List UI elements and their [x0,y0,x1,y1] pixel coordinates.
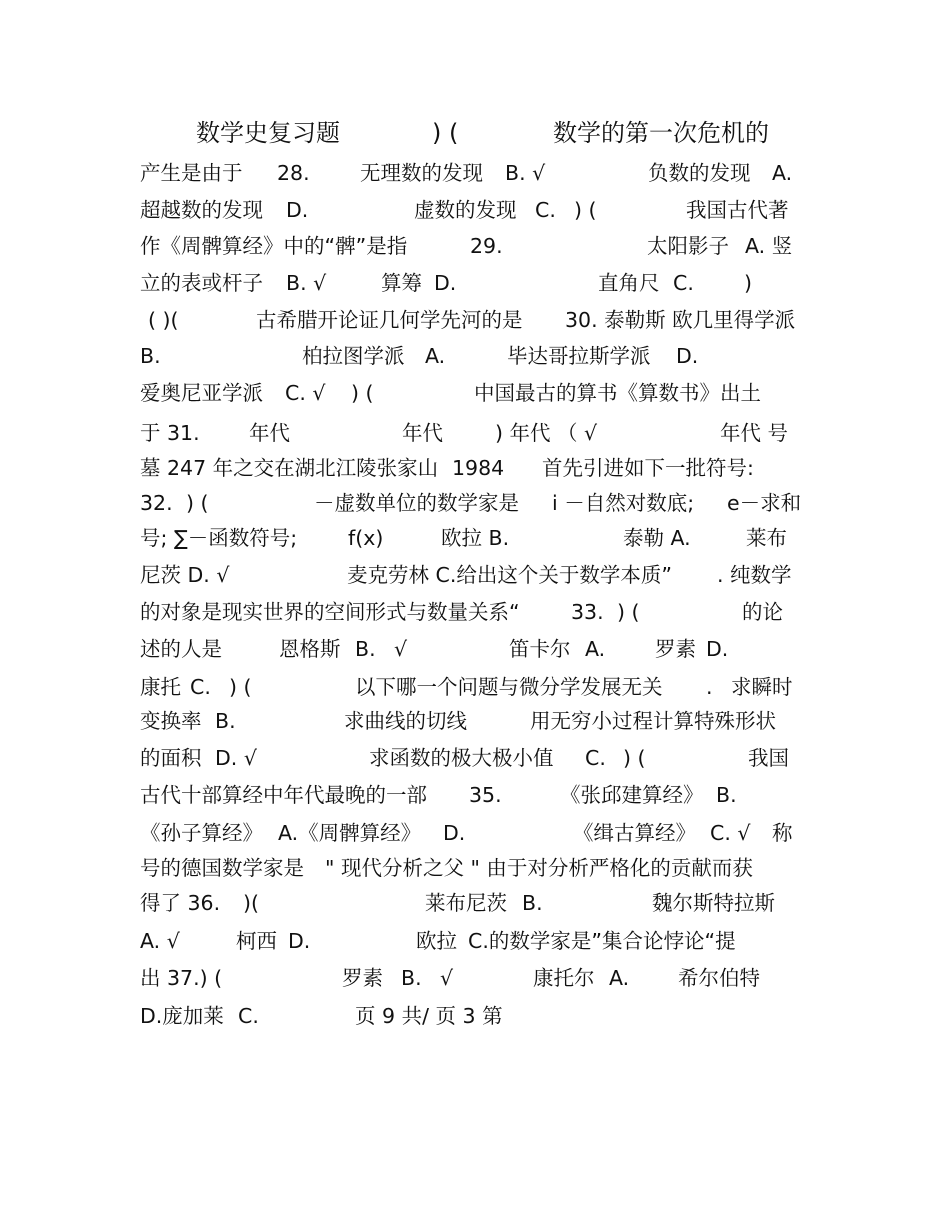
text-segment: 古代十部算经中年代最晚的一部 [140,783,427,807]
text-segment: 直角尺 [598,271,660,295]
text-segment: 欧拉 [416,929,457,953]
text-segment: 毕达哥拉斯学派 [507,344,651,368]
text-segment: ) [744,271,752,295]
text-segment: 页 9 共/ 页 3 第 [355,1004,503,1028]
text-segment: A. [585,637,606,661]
text-segment: D. [443,821,466,845]
text-segment: 《缉古算经》 [573,821,696,845]
text-segment: 负数的发现 [648,161,751,185]
text-segment: 33. [571,600,604,624]
text-segment: √ [394,637,408,661]
text-segment: 30. 泰勒斯 欧几里得学派 [565,308,796,332]
text-segment: ) ( [617,600,640,624]
text-segment: 得了 36. [140,891,221,915]
text-segment: 以下哪一个问题与微分学发展无关 [355,675,663,699]
text-segment: ) ( [623,746,646,770]
text-segment: C. [673,271,694,295]
text-segment: )( [243,891,259,915]
text-segment: 希尔伯特 [678,966,760,990]
text-segment: 年代 [249,421,290,445]
text-segment: 泰勒 A. [623,526,691,550]
text-segment: 年代 号 [720,421,789,445]
text-segment: 年代 [402,421,443,445]
text-segment: C. [238,1004,259,1028]
text-segment: 求函数的极大极小值 [369,746,554,770]
text-segment: －虚数单位的数学家是 [314,491,519,515]
document-title-segment: 数学史复习题 [196,119,340,147]
text-segment: C. [190,675,211,699]
text-segment: C. [585,746,606,770]
text-segment: 莱布 [746,526,787,550]
text-segment: D.庞加莱 [140,1004,224,1028]
text-segment: 述的人是 [140,637,222,661]
text-segment: 欧拉 B. [441,526,510,550]
text-segment: 首先引进如下一批符号: [542,456,754,480]
text-segment: 魏尔斯特拉斯 [652,891,775,915]
text-segment: 29. [470,234,503,258]
text-segment: D. [288,929,311,953]
text-segment: 古希腊开论证几何学先河的是 [256,308,523,332]
text-segment: ) ( [574,198,597,222]
text-segment: 柯西 [236,929,277,953]
text-segment: 称 [772,821,793,845]
text-segment: ) ( [229,675,252,699]
text-segment: 罗素 [655,637,696,661]
text-segment: A. [425,344,446,368]
text-segment: 恩格斯 [279,637,341,661]
text-segment: 无理数的发现 [360,161,483,185]
text-segment: 麦克劳林 C.给出这个关于数学本质” [347,563,672,587]
text-segment: 我国古代著 [686,198,789,222]
text-segment: B. [215,709,236,733]
text-segment: 柏拉图学派 [302,344,405,368]
text-segment: C. √ [285,381,326,405]
text-segment: 罗素 [342,966,383,990]
text-segment: 的面积 [140,746,202,770]
text-segment: D. [286,198,309,222]
text-segment: B. √ [505,161,546,185]
document-title-segment: ) ( [432,119,459,147]
text-segment: B. [140,344,161,368]
text-segment: D. [706,637,729,661]
text-segment: 号; ∑－函数符号; [140,526,298,550]
text-segment: 求瞬时 [731,675,793,699]
text-segment: C. √ [710,821,751,845]
text-segment: 的论 [742,600,783,624]
text-segment: 28. [277,161,310,185]
text-segment: ) 年代 （ √ [495,421,598,445]
text-segment: . [706,675,713,699]
text-segment: 作《周髀算经》中的“髀”是指 [140,234,408,258]
text-segment: A. √ [140,929,180,953]
text-segment: 爱奥尼亚学派 [140,381,263,405]
text-segment: 立的表或杆子 [140,271,263,295]
text-segment: 中国最古的算书《算数书》出土 [474,381,761,405]
text-segment: 我国 [748,746,789,770]
text-segment: 太阳影子 [647,234,729,258]
text-segment: B. [401,966,422,990]
text-segment: C.的数学家是”集合论悖论“提 [468,929,736,953]
text-segment: B. √ [286,271,327,295]
text-segment: 的对象是现实世界的空间形式与数量关系“ [140,600,520,624]
text-segment: 出 37.) ( [140,966,223,990]
text-segment: . 纯数学 [717,563,792,587]
document-title-segment: 数学的第一次危机的 [553,119,769,147]
text-segment: D. [434,271,457,295]
text-segment: ) ( [186,491,209,515]
text-segment: A.《周髀算经》 [278,821,422,845]
text-segment: 变换率 [140,709,202,733]
text-segment: ) ( [351,381,374,405]
text-segment: 超越数的发现 [140,198,263,222]
text-segment: 用无穷小过程计算特殊形状 [530,709,776,733]
text-segment: A. [772,161,793,185]
text-segment: e－求和 [727,491,802,515]
text-segment: f(x) [348,526,384,550]
text-segment: 莱布尼茨 [425,891,507,915]
text-segment: 虚数的发现 [414,198,517,222]
text-segment: A. [609,966,630,990]
text-segment: 笛卡尔 [509,637,571,661]
text-segment: D. [676,344,699,368]
text-segment: B. [522,891,543,915]
text-segment: 《张邱建算经》 [560,783,704,807]
text-segment: D. √ [215,746,257,770]
text-segment: " 现代分析之父 " 由于对分析严格化的贡献而获 [325,856,753,880]
text-segment: i －自然对数底; [552,491,695,515]
text-segment: 《孙子算经》 [140,821,263,845]
text-segment: 号的德国数学家是 [140,856,304,880]
text-segment: 1984 [452,456,505,480]
text-segment: B. [355,637,376,661]
text-segment: 产生是由于 [140,161,243,185]
text-segment: ( )( [148,308,179,332]
text-segment: 康托 [140,675,181,699]
text-segment: 尼茨 D. √ [140,563,230,587]
text-segment: A. 竖 [745,234,793,258]
text-segment: 求曲线的切线 [344,709,467,733]
text-segment: 康托尔 [533,966,595,990]
text-segment: B. [716,783,737,807]
text-segment: 于 31. [140,421,200,445]
text-segment: 算筹 [381,271,422,295]
text-segment: 35. [469,783,502,807]
text-segment: 32. [140,491,173,515]
text-segment: C. [535,198,556,222]
text-segment: √ [440,966,454,990]
text-segment: 墓 247 年之交在湖北江陵张家山 [140,456,439,480]
